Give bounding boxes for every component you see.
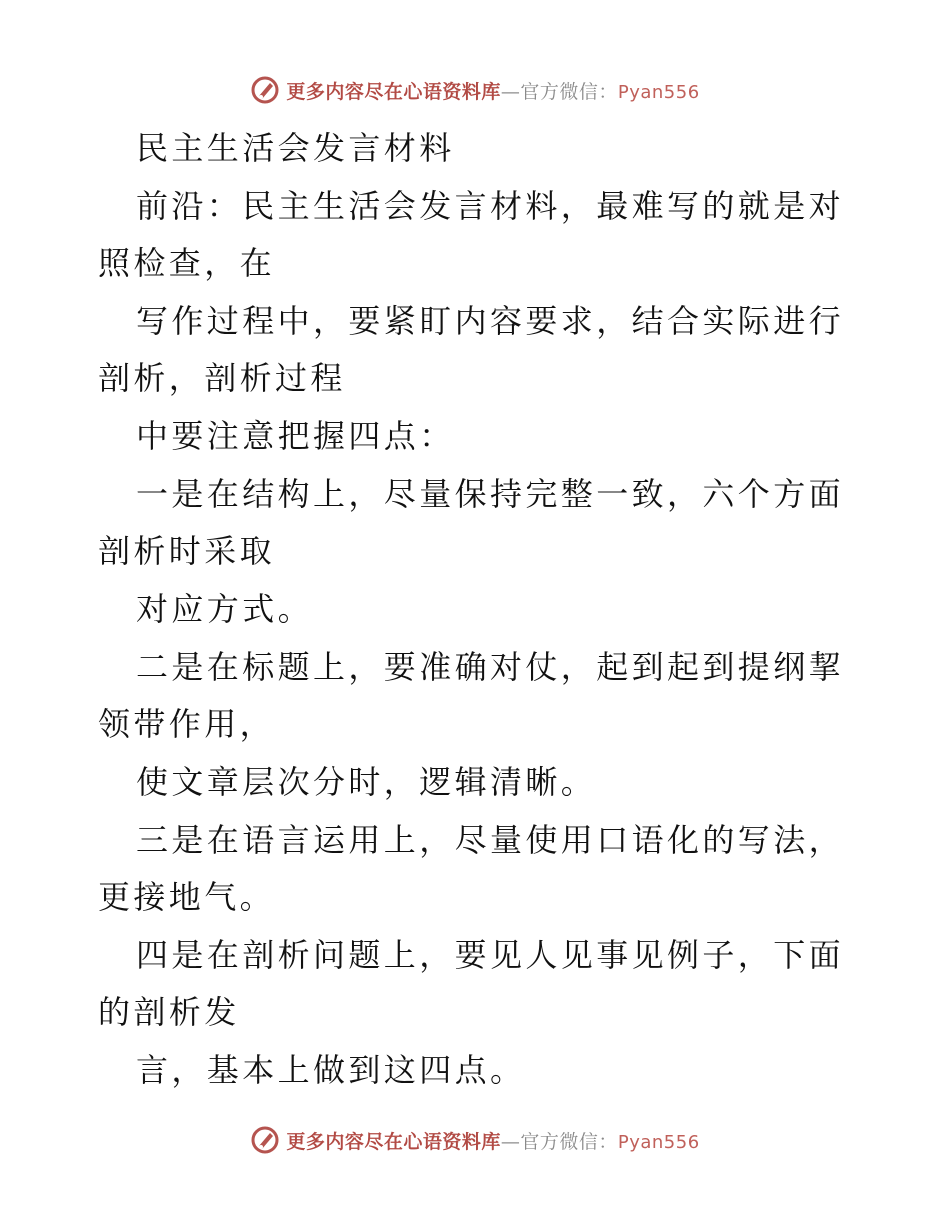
watermark-sub: 官方微信： [520,1130,618,1153]
footer-watermark [0,1120,950,1160]
paragraph: 三是在语言运用上，尽量使用口语化的写法，更接地气。 [98,821,845,916]
watermark-main: 更多内容尽在心语资料库 [286,1130,501,1153]
paragraph: 中要注意把握四点： [136,417,455,455]
paragraph-title: 民主生活会发言材料 [136,129,455,167]
watermark-sub: 官方微信： [520,80,618,103]
watermark-id: Pyan556 [617,81,700,103]
header-watermark [0,70,950,110]
watermark-text [286,77,699,104]
watermark-id: Pyan556 [617,1131,700,1153]
paragraph: 言，基本上做到这四点。 [136,1051,526,1089]
paragraph: 四是在剖析问题上，要见人见事见例子，下面的剖析发 [98,936,845,1031]
pen-logo-icon [250,1125,280,1155]
paragraph: 使文章层次分时，逻辑清晰。 [136,763,597,801]
paragraph: 一是在结构上，尽量保持完整一致，六个方面剖析时采取 [98,475,845,570]
paragraph: 写作过程中，要紧盯内容要求，结合实际进行剖析，剖析过程 [98,302,845,397]
watermark-dash: — [500,1130,521,1153]
pen-logo-icon [250,75,280,105]
paragraph: 前沿：民主生活会发言材料，最难写的就是对照检查，在 [98,187,845,282]
watermark-main: 更多内容尽在心语资料库 [286,80,501,103]
paragraph: 二是在标题上，要准确对仗，起到起到提纲挈领带作用， [98,648,845,743]
watermark-text [286,1127,699,1154]
paragraph: 对应方式。 [136,590,314,628]
watermark-dash: — [500,80,521,103]
document-body [98,120,850,1100]
